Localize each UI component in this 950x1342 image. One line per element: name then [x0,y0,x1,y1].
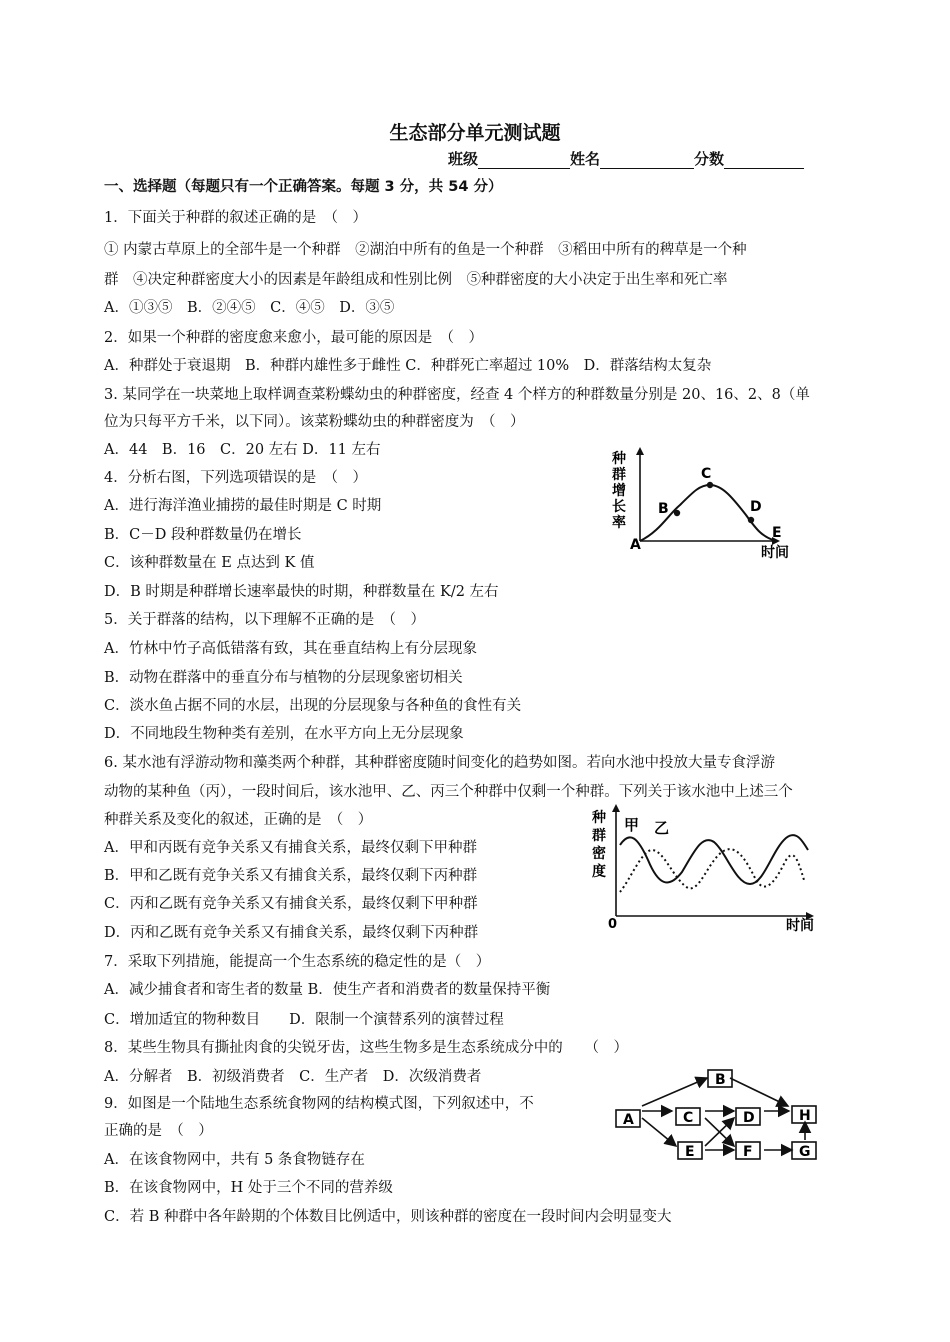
ylabel-char: 率 [612,515,626,531]
fig2-origin: 0 [608,917,618,932]
ylabel-char: 种 [592,810,606,826]
text-line: 6. 某水池有浮游动物和藻类两个种群，其种群密度随时间变化的趋势如图。若向水池中投放大量专食浮游 [104,755,775,771]
fig1-ylabel [611,450,626,531]
text-line: A．44 B．16 C．20 左右 D．11 左右 [104,442,381,458]
text-line: C．丙和乙既有竞争关系又有捕食关系，最终仅剩下甲种群 [104,896,478,912]
text-line: 群 ④决定种群密度大小的因素是年龄组成和性别比例 ⑤种群密度的大小决定于出生率和死亡率 [104,272,728,288]
point-b-dot [674,510,680,516]
ylabel-char: 群 [592,828,606,844]
point-c-dot [707,482,713,488]
text-line: 3. 某同学在一块菜地上取样调查菜粉蝶幼虫的种群密度，经查 4 个样方的种群数量分别是 20、16、2、8（单 [104,387,810,403]
fig1-xlabel: 时间 [761,545,789,561]
ylabel-char: 增 [612,483,626,499]
point-c-label: C [701,466,712,482]
text-line: C．增加适宜的物种数目 D．限制一个演替系列的演替过程 [104,1012,504,1028]
text-line: 4．分析右图，下列选项错误的是 （ ） [104,470,367,486]
ylabel-char: 群 [612,467,626,483]
text-line: A．减少捕食者和寄生者的数量 B．使生产者和消费者的数量保持平衡 [104,982,551,998]
class-label: 班级 [448,150,479,168]
class-blank[interactable] [478,152,570,169]
series-jia-line [620,835,808,884]
text-line: A．分解者 B．初级消费者 C．生产者 D．次级消费者 [104,1069,482,1085]
point-d-dot [748,517,754,523]
text-line: 9．如图是一个陆地生态系统食物网的结构模式图，下列叙述中，不 [104,1096,534,1112]
ylabel-char: 种 [612,451,626,467]
series-yi-line [620,849,804,892]
text-line: 8．某些生物具有撕扯肉食的尖锐牙齿，这些生物多是生态系统成分中的 （ ） [104,1040,628,1056]
text-line: 正确的是 （ ） [104,1123,213,1139]
text-line: A．竹林中竹子高低错落有致，其在垂直结构上有分层现象 [104,641,477,657]
ylabel-char: 度 [592,864,606,880]
density-figure [590,800,830,935]
point-a-label: A [630,537,641,553]
text-line: 动物的某种鱼（丙），一段时间后，该水池甲、乙、丙三个种群中仅剩一个种群。下列关于该水池中上述三个 [104,784,793,800]
text-line: D．不同地段生物种类有差别，在水平方向上无分层现象 [104,726,464,742]
text-line: A．①③⑤ B．②④⑤ C．④⑤ D．③⑤ [104,300,395,316]
node-h-label: H [799,1108,811,1124]
name-blank[interactable] [600,152,694,169]
text-line: C．若 B 种群中各年龄期的个体数目比例适中，则该种群的密度在一段时间内会明显变大 [104,1209,672,1225]
text-line: 5．关于群落的结构，以下理解不正确的是 （ ） [104,612,425,628]
fig2-xlabel: 时间 [786,918,814,934]
text-line: 位为只每平方千米，以下同）。该菜粉蝶幼虫的种群密度为 （ ） [104,414,525,430]
text-line: D．丙和乙既有竞争关系又有捕食关系，最终仅剩下丙种群 [104,925,479,941]
fig2-ylabel [591,809,606,880]
text-line: D．B 时期是种群增长速率最快的时期，种群数量在 K/2 左右 [104,584,499,600]
text-line: C．该种群数量在 E 点达到 K 值 [104,555,315,571]
text-line: A．进行海洋渔业捕捞的最佳时期是 C 时期 [104,498,382,514]
node-f-label: F [743,1144,753,1160]
text-line: ① 内蒙古草原上的全部牛是一个种群 ②湖泊中所有的鱼是一个种群 ③稻田中所有的稗草是一个种 [104,242,747,258]
node-c-label: C [683,1110,694,1126]
ylabel-char: 长 [612,499,626,515]
text-line: B．甲和乙既有竞争关系又有捕食关系，最终仅剩下丙种群 [104,868,478,884]
point-b-label: B [658,501,669,517]
series-jia-label: 甲 [624,816,640,834]
text-line: 1．下面关于种群的叙述正确的是 （ ） [104,210,367,226]
node-g-label: G [799,1144,811,1160]
food-web-figure [612,1066,827,1168]
growth-rate-figure [608,445,808,563]
text-line: 种群关系及变化的叙述，正确的是 （ ） [104,812,373,828]
score-blank[interactable] [724,152,804,169]
name-label: 姓名 [570,150,601,168]
page-title: 生态部分单元测试题 [389,122,561,144]
text-line: C．淡水鱼占据不同的水层，出现的分层现象与各种鱼的食性有关 [104,698,522,714]
series-yi-label: 乙 [654,819,670,837]
text-line: B．C－D 段种群数量仍在增长 [104,527,302,543]
score-label: 分数 [694,150,725,168]
point-d-label: D [750,499,762,515]
text-line: B．在该食物网中，H 处于三个不同的营养级 [104,1180,393,1196]
student-info-row [448,148,804,169]
text-line: A．种群处于衰退期 B．种群内雄性多于雌性 C．种群死亡率超过 10% D．群落结构太复杂 [104,358,712,374]
text-line: B．动物在群落中的垂直分布与植物的分层现象密切相关 [104,670,463,686]
point-e-label: E [772,525,782,541]
text-line: A．甲和丙既有竞争关系又有捕食关系，最终仅剩下甲种群 [104,840,477,856]
ylabel-char: 密 [592,846,606,862]
node-a-label: A [623,1112,634,1128]
node-d-label: D [743,1110,755,1126]
section-heading: 一、选择题（每题只有一个正确答案。每题 3 分，共 54 分） [104,179,503,195]
text-line: A．在该食物网中，共有 5 条食物链存在 [104,1152,365,1168]
node-b-label: B [715,1072,726,1088]
node-e-label: E [685,1144,695,1160]
text-line: 7．采取下列措施，能提高一个生态系统的稳定性的是（ ） [104,954,491,970]
text-line: 2．如果一个种群的密度愈来愈小，最可能的原因是 （ ） [104,330,483,346]
